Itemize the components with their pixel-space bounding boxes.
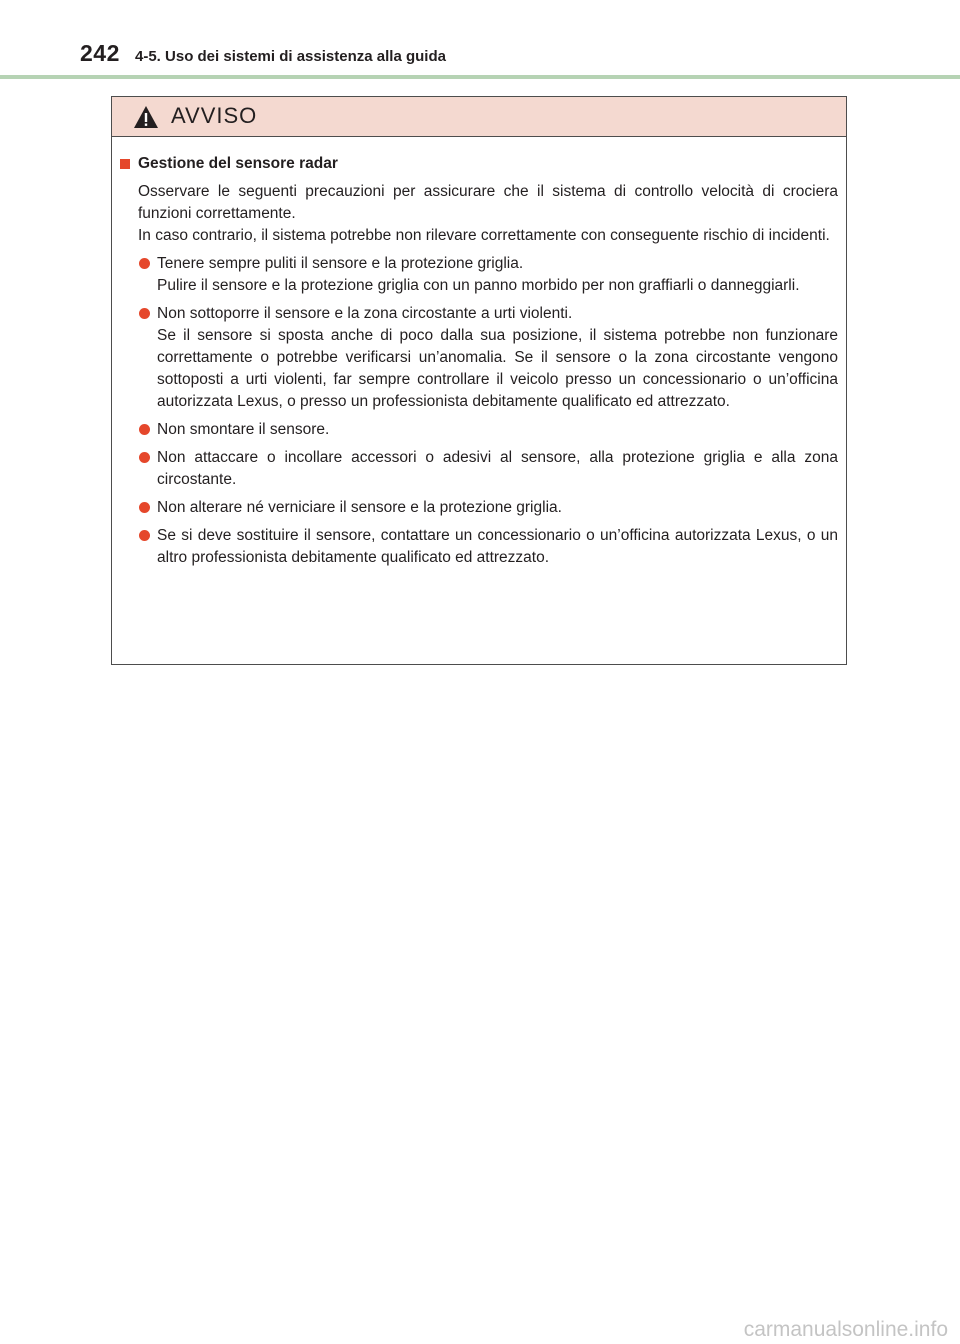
- list-item-line: Se il sensore si sposta anche di poco dalla sua posizione, il sistema potrebbe non funzionare correttamente o potrebbe verificarsi un’anomalia. Se il sensore o la zona circostante vengono sottoposti a urti violenti, far sempre controllare il veicolo presso un concessionario o un’officina autorizzata Lexus, o presso un professionista debitamente qualificato ed attrezzato.: [157, 327, 838, 410]
- bullet-dot-icon: [139, 424, 150, 435]
- warning-box: [111, 96, 847, 665]
- bullet-dot-icon: [139, 530, 150, 541]
- header-rule: [0, 75, 960, 79]
- list-item: [120, 253, 838, 297]
- list-item: [120, 497, 838, 519]
- intro-line: In caso contrario, il sistema potrebbe non rilevare correttamente con conseguente rischio di incidenti.: [138, 227, 830, 244]
- list-item-text: [157, 419, 838, 441]
- warning-label: AVVISO: [171, 103, 258, 128]
- list-item-text: [157, 253, 838, 297]
- list-item-line: Non alterare né verniciare il sensore e la protezione griglia.: [157, 499, 562, 516]
- page-number: 242: [80, 40, 120, 66]
- watermark: carmanualsonline.info: [743, 1318, 948, 1341]
- section-title: 4-5. Uso dei sistemi di assistenza alla guida: [135, 48, 446, 65]
- list-item: [120, 447, 838, 491]
- list-item-line: Se si deve sostituire il sensore, contattare un concessionario o un’officina autorizzata Lexus, o un altro professionista debitamente qualificato ed attrezzato.: [157, 527, 838, 566]
- list-item-line: Non sottoporre il sensore e la zona circostante a urti violenti.: [157, 305, 573, 322]
- intro-paragraph: [138, 181, 838, 247]
- warning-body: [112, 137, 846, 569]
- list-item-line: Tenere sempre puliti il sensore e la protezione griglia.: [157, 255, 524, 272]
- square-bullet-icon: [120, 159, 130, 169]
- warning-triangle-icon: [133, 105, 159, 129]
- intro-line: Osservare le seguenti precauzioni per assicurare che il sistema di controllo velocità di crociera funzioni correttamente.: [138, 183, 838, 222]
- list-item-text: [157, 497, 838, 519]
- list-item-text: [157, 303, 838, 413]
- list-item-line: Non smontare il sensore.: [157, 421, 330, 438]
- list-item-text: [157, 525, 838, 569]
- list-item: [120, 419, 838, 441]
- topic-heading-text: Gestione del sensore radar: [138, 155, 338, 172]
- list-item: [120, 303, 838, 413]
- list-item-text: [157, 447, 838, 491]
- bullet-dot-icon: [139, 308, 150, 319]
- bullet-dot-icon: [139, 502, 150, 513]
- topic-heading: [120, 153, 838, 175]
- list-item-line: Pulire il sensore e la protezione griglia con un panno morbido per non graffiarli o danneggiarli.: [157, 277, 800, 294]
- list-item-line: Non attaccare o incollare accessori o adesivi al sensore, alla protezione griglia e alla zona circostante.: [157, 449, 838, 488]
- precaution-list: [120, 253, 838, 569]
- bullet-dot-icon: [139, 258, 150, 269]
- bullet-dot-icon: [139, 452, 150, 463]
- warning-header: [112, 97, 846, 137]
- list-item: [120, 525, 838, 569]
